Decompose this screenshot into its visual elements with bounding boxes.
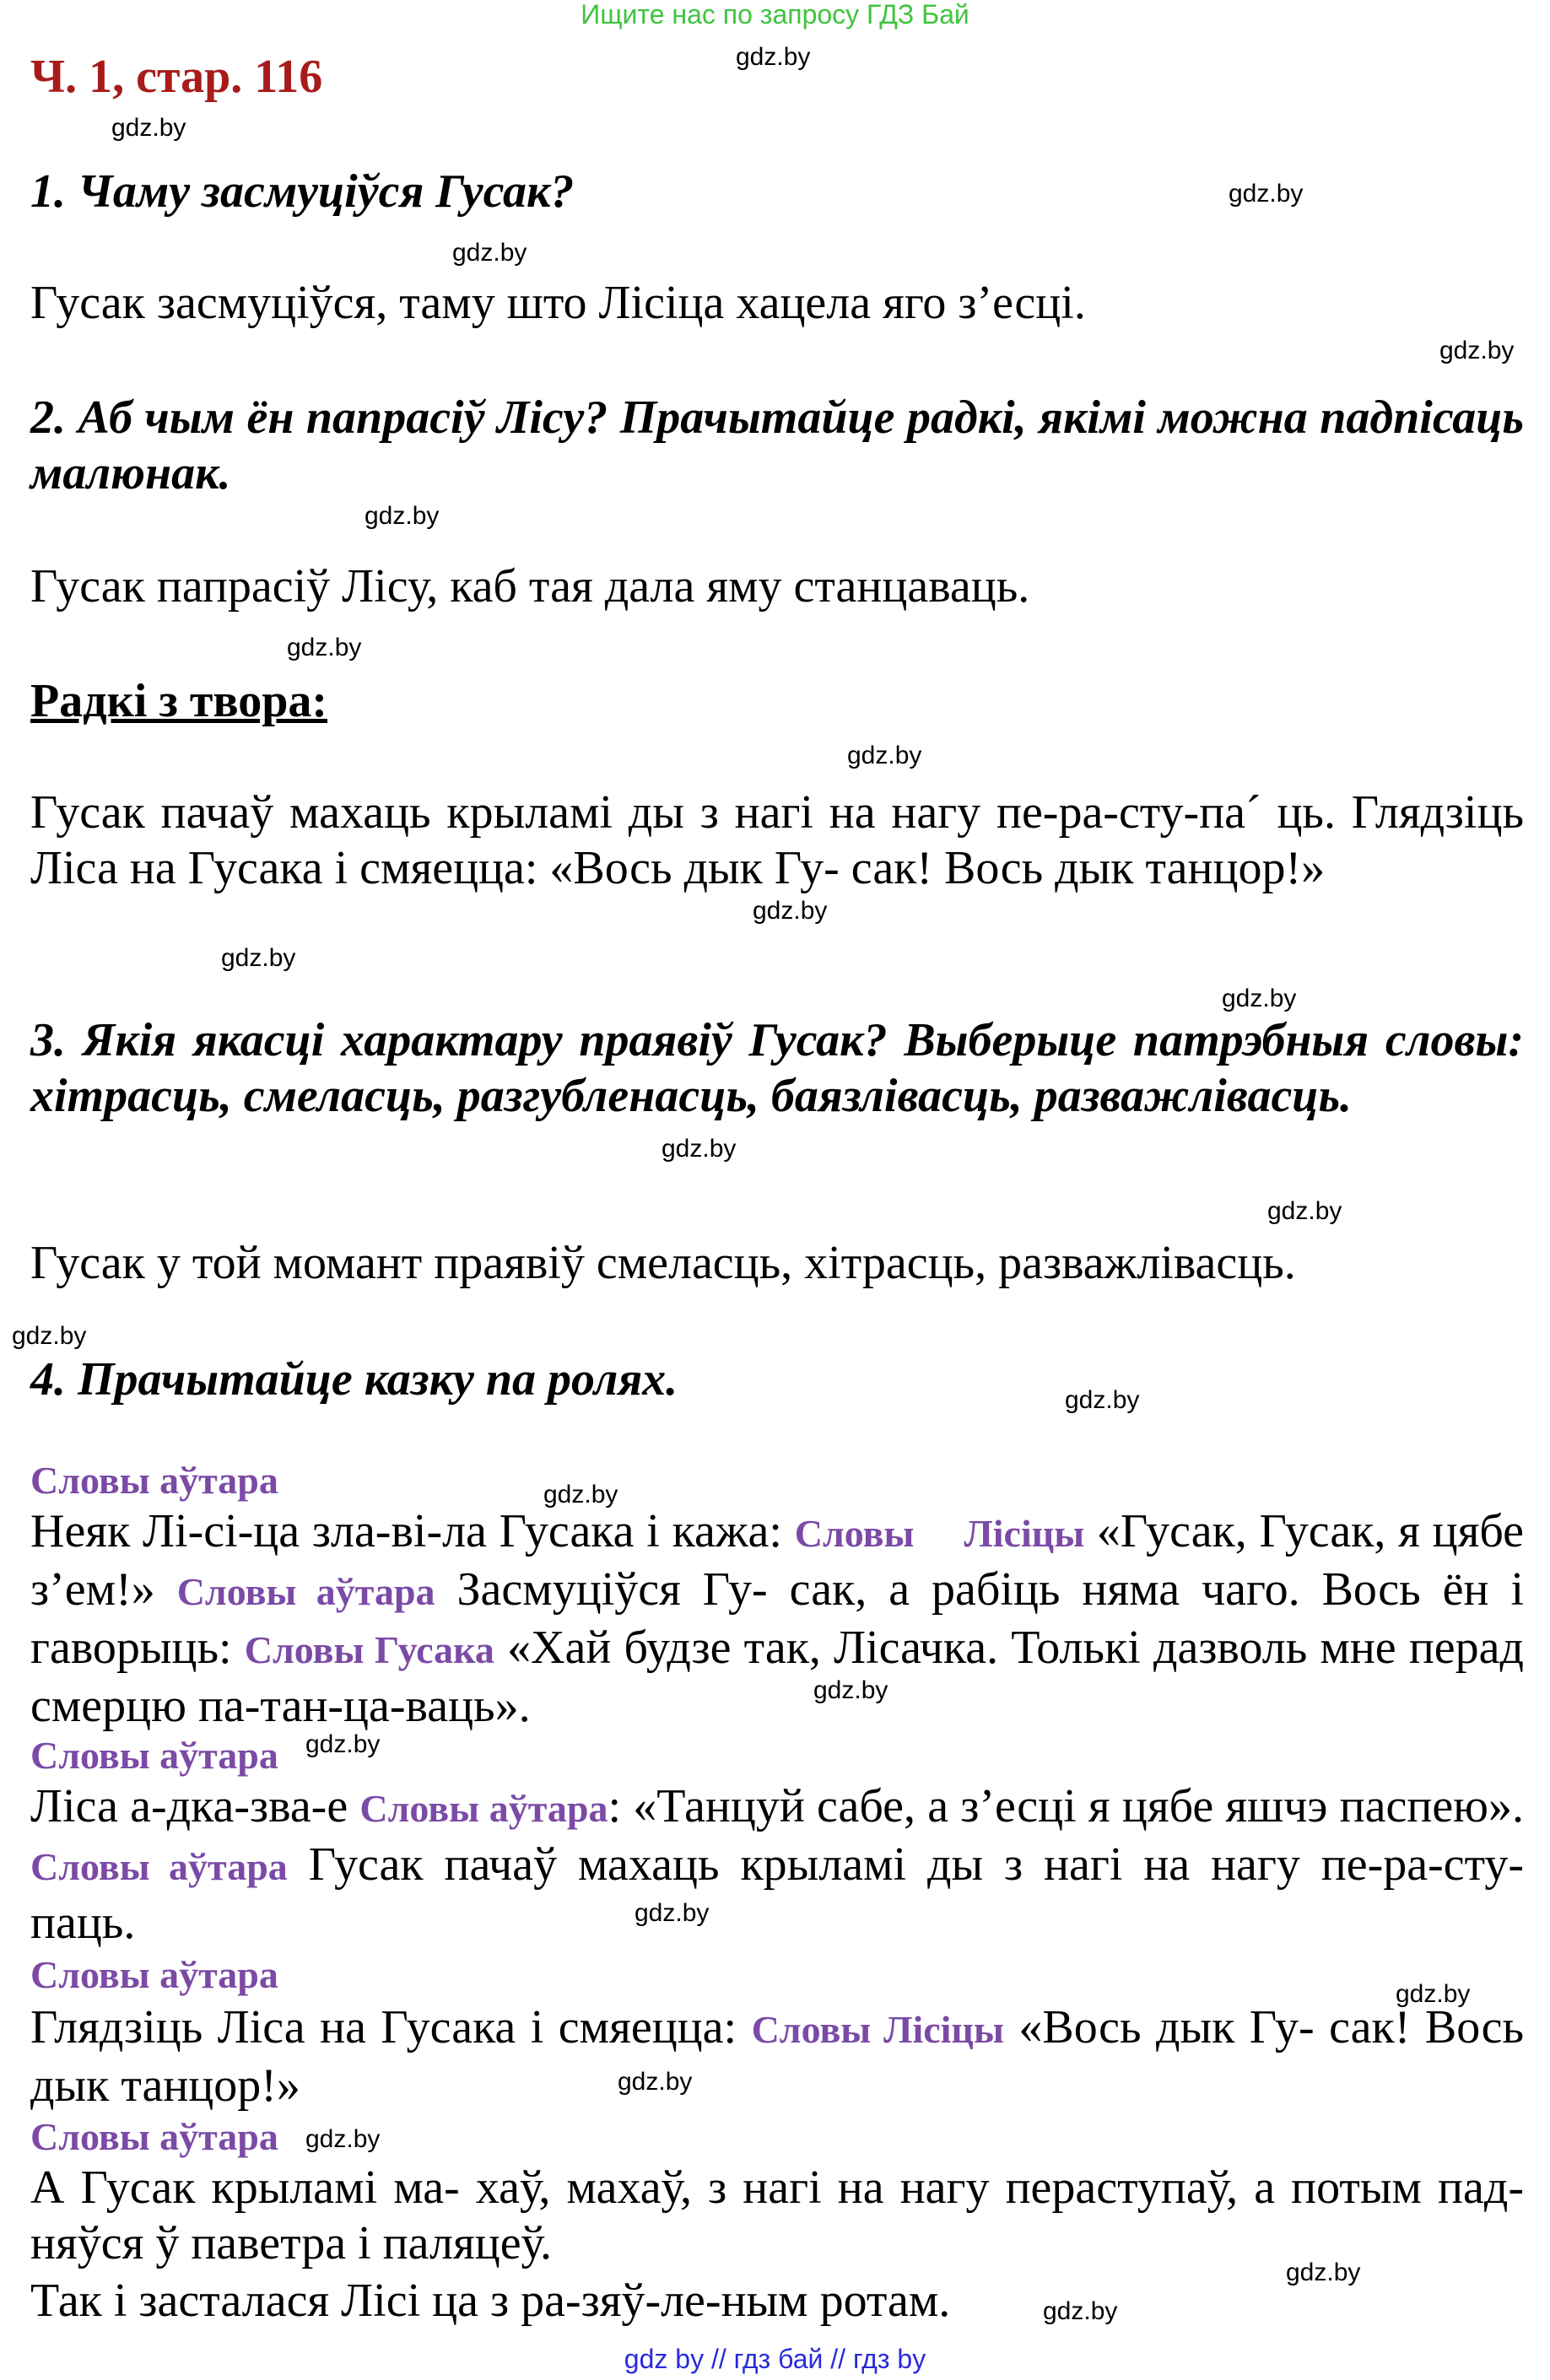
speaker-label-author: Словы аўтара <box>30 1953 278 1996</box>
story-text: Неяк Лі-сі-ца зла-ві-ла Гусака і кажа: <box>30 1505 782 1557</box>
watermark: gdz.by <box>1267 1197 1342 1225</box>
story-paragraph-2 <box>30 1778 1524 1951</box>
watermark: gdz.by <box>305 1730 381 1758</box>
watermark: gdz.by <box>1286 2259 1361 2286</box>
footer-links: gdz by // гдз бай // гдз by <box>624 2344 926 2374</box>
answer-3: Гусак у той момант праявіў смеласць, хітрасць, разважлівасць. <box>30 1237 1296 1289</box>
watermark: gdz.by <box>847 742 922 769</box>
watermark: gdz.by <box>635 1899 710 1927</box>
question-4: 4. Прачытайце казку па ролях. <box>30 1353 678 1406</box>
story-paragraph-1 <box>30 1503 1524 1734</box>
watermark: gdz.by <box>452 239 527 267</box>
watermark: gdz.by <box>618 2068 693 2096</box>
story-text: Засмуціўся Гу- сак, а рабіць няма чаго. Вось ён і гаворыць: <box>30 1563 1525 1674</box>
page-title: Ч. 1, стар. 116 <box>30 51 323 103</box>
speaker-label-author: Словы аўтара <box>176 1570 435 1613</box>
story-paragraph-4: А Гусак крыламі ма- хаў, махаў, з нагі на нагу пераступаў, а потым пад- няўся ў паветра і паляцеў. <box>30 2161 1524 2269</box>
question-2: 2. Аб чым ён папрасіў Лісу? Прачытайце радкі, якімі можна падпісаць малюнак. <box>30 391 1524 499</box>
search-banner: Ищите нас по запросу ГДЗ Бай <box>581 0 969 30</box>
speaker-label-author: Словы аўтара <box>30 1459 278 1502</box>
watermark: gdz.by <box>1222 985 1297 1012</box>
watermark: gdz.by <box>753 897 828 925</box>
speaker-label-fox: Словы Лісіцы <box>751 2008 1004 2051</box>
watermark: gdz.by <box>1439 337 1515 364</box>
speaker-label-goose: Словы Гусака <box>244 1628 494 1671</box>
watermark: gdz.by <box>221 944 296 972</box>
story-text: «Гусак, Гусак, я цябе з’ем!» <box>30 1505 1525 1616</box>
watermark: gdz.by <box>1229 180 1304 208</box>
watermark: gdz.by <box>662 1135 737 1163</box>
speaker-label-author: Словы аўтара <box>30 1845 288 1888</box>
watermark: gdz.by <box>12 1322 87 1350</box>
speaker-label-author: Словы аўтара <box>359 1787 608 1830</box>
story-text: «Вось дык Гу- сак! Вось дык танцор!» <box>30 2001 1525 2112</box>
watermark: gdz.by <box>1065 1386 1140 1414</box>
lines-heading: Радкі з твора: <box>30 675 328 727</box>
lines-from-text: Гусак пачаў махаць крыламі ды з нагі на нагу пе-ра-сту-па´ ць. Глядзіць Ліса на Гусака і смяецца: «Вось дык Гу- сак! Вось дык танцор!» <box>30 786 1524 894</box>
watermark: gdz.by <box>305 2125 381 2153</box>
speaker-label-author: Словы аўтара <box>30 2115 278 2158</box>
answer-1: Гусак засмуціўся, таму што Лісіца хацела яго з’есці. <box>30 277 1086 329</box>
story-text: Гусак пачаў махаць крыламі ды з нагі на нагу пе-ра-сту-паць. <box>30 1838 1524 1949</box>
question-1: 1. Чаму засмуціўся Гусак? <box>30 165 575 218</box>
watermark: gdz.by <box>111 114 186 142</box>
answer-2: Гусак папрасіў Лісу, каб тая дала яму станцаваць. <box>30 560 1030 613</box>
watermark: gdz.by <box>813 1676 888 1704</box>
watermark: gdz.by <box>736 43 811 71</box>
story-text: «Хай будзе так, Лісачка. Толькі дазволь мне перад смерцю па-тан-ца-ваць». <box>30 1622 1525 1732</box>
speaker-label-author: Словы аўтара <box>30 1734 278 1777</box>
watermark: gdz.by <box>1396 1980 1471 2008</box>
story-text: Ліса а-дка-зва-е <box>30 1780 348 1832</box>
story-text: : «Танцуй сабе, а з’есці я цябе яшчэ паспею». <box>608 1780 1525 1832</box>
speaker-label-fox: Словы <box>794 1512 915 1555</box>
question-3: 3. Якія якасці характару праявіў Гусак? Выберыце патрэбныя словы: хітрасць, смеласць, разгубленасць, баязлівасць, разважлівасць. <box>30 1014 1524 1122</box>
watermark: gdz.by <box>543 1481 618 1508</box>
watermark: gdz.by <box>365 502 440 530</box>
story-text: Глядзіць Ліса на Гусака і смяецца: <box>30 2001 737 2053</box>
watermark: gdz.by <box>287 634 362 661</box>
story-paragraph-3 <box>30 2000 1524 2113</box>
watermark: gdz.by <box>1043 2297 1118 2325</box>
speaker-label-fox-name: Лісіцы <box>964 1512 1085 1555</box>
story-paragraph-5: Так і засталася Лісі ца з ра-зяў-ле-ным ротам. <box>30 2275 951 2327</box>
